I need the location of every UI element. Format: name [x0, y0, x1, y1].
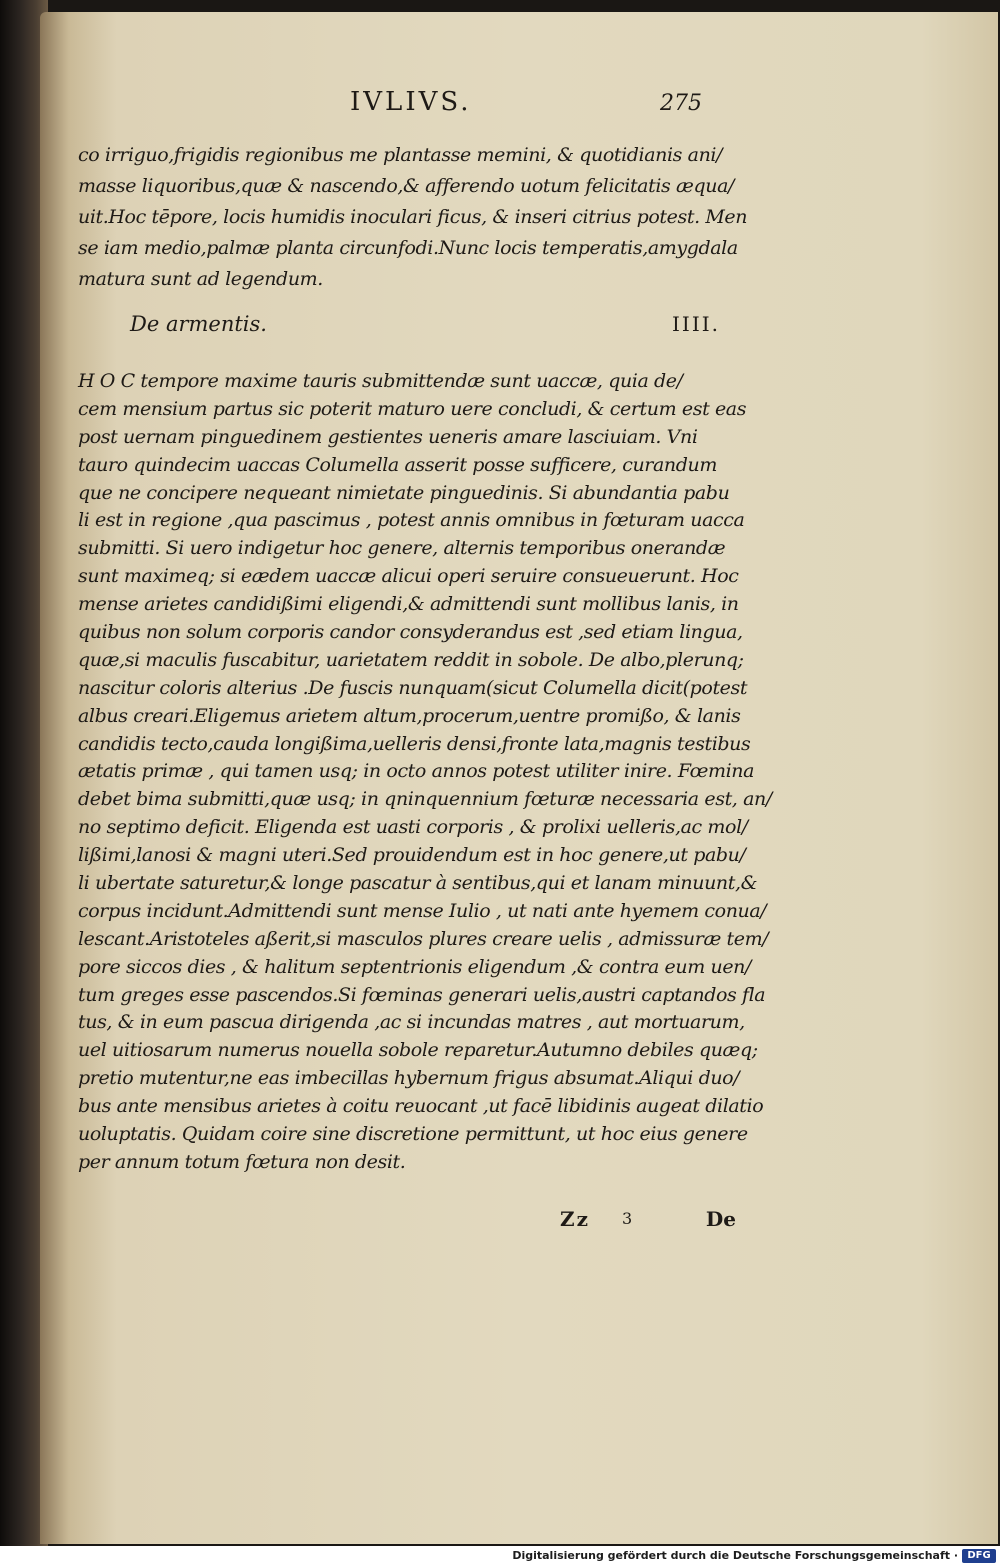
text-line: H O C tempore maxime tauris submittendæ sunt uaccæ, quia de/ — [78, 370, 683, 392]
text-line: per annum totum fœtura non desit. — [78, 1150, 406, 1173]
text-line: pore siccos dies , & halitum septentrionis eligendum ,& contra eum uen/ — [78, 955, 752, 978]
text-line: tum greges esse pascendos.Si fœminas generari uelis,austri captandos fla — [78, 983, 766, 1006]
text-line: debet bima submitti,quæ usq; in qninquennium fœturæ necessaria est, an/ — [78, 788, 772, 811]
text-line: que ne concipere nequeant nimietate pinguedinis. Si abundantia pabu — [78, 481, 730, 504]
text-line: quibus non solum corporis candor consyderandus est ,sed etiam lingua, — [78, 621, 743, 644]
text-line: co irriguo,frigidis regionibus me plantasse memini, & quotidianis ani/ — [78, 144, 723, 166]
page-number: 275 — [660, 91, 702, 116]
text-line: lißimi,lanosi & magni uteri.Sed prouidendum est in hoc genere,ut pabu/ — [78, 844, 746, 867]
dfg-logo: DFG — [962, 1549, 996, 1563]
text-line: albus creari.Eligemus arietem altum,procerum,uentre promißo, & lanis — [78, 704, 741, 727]
section-body — [78, 368, 772, 1177]
text-line: li ubertate saturetur,& longe pascatur à sentibus,qui et lanam minuunt,& — [78, 872, 758, 895]
text-line: li est in regione ,qua pascimus , potest annis omnibus in fœturam uacca — [78, 509, 745, 532]
section-title: De armentis. — [130, 312, 267, 336]
catchword: De — [705, 1207, 736, 1231]
signature-mark: Zz — [560, 1207, 590, 1231]
text-line: corpus incidunt.Admittendi sunt mense Iulio , ut nati ante hyemem conua/ — [78, 899, 767, 922]
text-line: submitti. Si uero indigetur hoc genere, alternis temporibus onerandæ — [78, 537, 726, 560]
text-line: matura sunt ad legendum. — [78, 268, 323, 290]
running-head: IVLIVS. — [350, 87, 472, 117]
text-line: lescant.Aristoteles aßerit,si masculos plures creare uelis , admissuræ tem/ — [78, 927, 769, 950]
text-line: candidis tecto,cauda longißima,uelleris densi,fronte lata,magnis testibus — [78, 732, 751, 755]
text-line: uel uitiosarum numerus nouella sobole reparetur.Autumno debiles quæq; — [78, 1039, 758, 1062]
text-line: nascitur coloris alterius .De fuscis nunquam(sicut Columella dicit(potest — [78, 676, 748, 699]
text-line: uoluptatis. Quidam coire sine discretione permittunt, ut hoc eius genere — [78, 1123, 748, 1146]
text-line: bus ante mensibus arietes à coitu reuocant ,ut facē libidinis augeat dilatio — [78, 1095, 764, 1118]
paragraph-continued — [78, 140, 758, 295]
footer-credit: Digitalisierung gefördert durch die Deutsche Forschungsgemeinschaft · — [512, 1549, 958, 1562]
text-line: tauro quindecim uaccas Columella asserit posse sufficere, curandum — [78, 453, 717, 476]
text-line: tus, & in eum pascua dirigenda ,ac si incundas matres , aut mortuarum, — [78, 1011, 745, 1034]
book-page — [40, 12, 998, 1544]
text-line: cem mensium partus sic poterit maturo uere concludi, & certum est eas — [78, 397, 747, 420]
text-line: uit.Hoc tēpore, locis humidis inoculari ficus, & inseri citrius potest. Men — [78, 206, 748, 228]
text-line: quæ,si maculis fuscabitur, uarietatem reddit in sobole. De albo,plerunq; — [78, 648, 744, 671]
signature-number: 3 — [622, 1209, 633, 1228]
text-line: se iam medio,palmæ planta circunfodi.Nunc locis temperatis,amygdala — [78, 237, 738, 259]
page-header — [80, 87, 780, 127]
text-line: masse liquoribus,quæ & nascendo,& afferendo uotum felicitatis æqua/ — [78, 175, 734, 197]
signature-line — [560, 1207, 750, 1237]
section-number: IIII. — [672, 312, 720, 336]
footer-bar — [0, 1546, 1000, 1567]
section-heading — [130, 312, 720, 348]
text-line: sunt maximeq; si eædem uaccæ alicui operi seruire consueuerunt. Hoc — [78, 565, 739, 588]
text-line: ætatis primæ , qui tamen usq; in octo annos potest utiliter inire. Fœmina — [78, 760, 755, 783]
text-line: pretio mutentur,ne eas imbecillas hybernum frigus absumat.Aliqui duo/ — [78, 1067, 740, 1090]
text-line: mense arietes candidißimi eligendi,& admittendi sunt mollibus lanis, in — [78, 593, 739, 616]
text-line: post uernam pinguedinem gestientes ueneris amare lasciuiam. Vni — [78, 425, 698, 448]
text-line: no septimo deficit. Eligenda est uasti corporis , & prolixi uelleris,ac mol/ — [78, 816, 748, 839]
